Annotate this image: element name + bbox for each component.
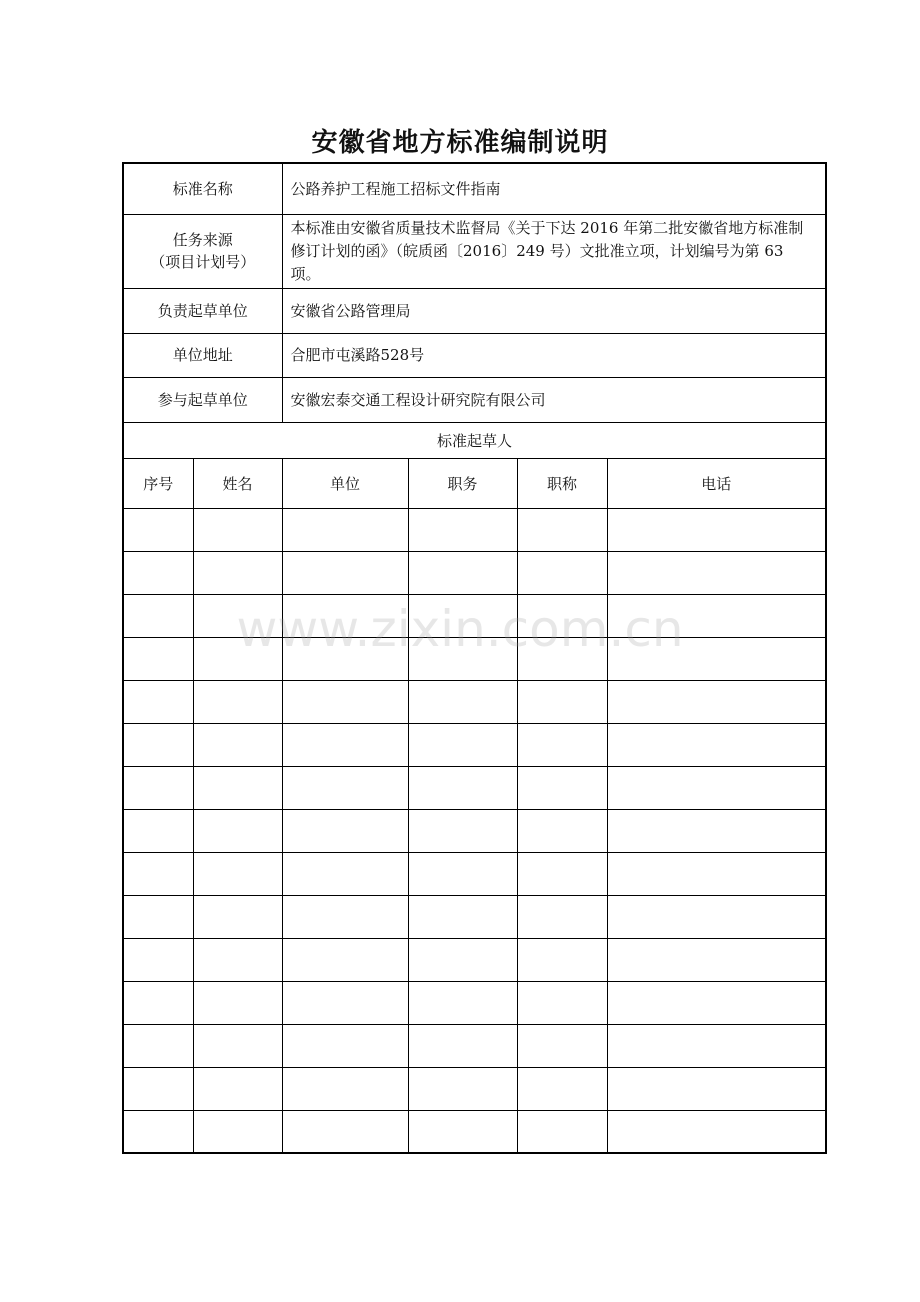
table-cell — [607, 1110, 826, 1153]
unit-address-label: 单位地址 — [123, 333, 282, 377]
table-cell — [607, 809, 826, 852]
table-cell — [282, 680, 408, 723]
table-cell — [408, 1110, 517, 1153]
table-cell — [607, 766, 826, 809]
task-source-label-line2: （项目计划号） — [150, 253, 256, 271]
participating-unit-value: 安徽宏泰交通工程设计研究院有限公司 — [282, 377, 826, 422]
table-cell — [408, 1067, 517, 1110]
table-row — [123, 723, 826, 766]
table-cell — [408, 1024, 517, 1067]
table-row — [123, 1024, 826, 1067]
table-row — [123, 680, 826, 723]
table-cell — [607, 938, 826, 981]
header-unit: 单位 — [282, 458, 408, 508]
table-cell — [282, 981, 408, 1024]
table-cell — [193, 938, 282, 981]
table-cell — [607, 551, 826, 594]
table-cell — [123, 637, 193, 680]
unit-address-value: 合肥市屯溪路528号 — [282, 333, 826, 377]
header-position: 职务 — [408, 458, 517, 508]
drafting-unit-row — [123, 288, 826, 333]
table-row — [123, 852, 826, 895]
table-cell — [408, 766, 517, 809]
table-cell — [408, 637, 517, 680]
table-cell — [408, 895, 517, 938]
table-cell — [282, 508, 408, 551]
table-cell — [408, 680, 517, 723]
table-cell — [193, 1110, 282, 1153]
table-cell — [193, 895, 282, 938]
table-cell — [123, 723, 193, 766]
table-cell — [123, 508, 193, 551]
table-cell — [517, 723, 607, 766]
table-cell — [123, 1067, 193, 1110]
table-row — [123, 981, 826, 1024]
table-cell — [193, 594, 282, 637]
table-cell — [408, 508, 517, 551]
table-cell — [607, 723, 826, 766]
table-row — [123, 637, 826, 680]
table-cell — [517, 594, 607, 637]
table-row — [123, 1110, 826, 1153]
table-cell — [517, 852, 607, 895]
table-cell — [123, 895, 193, 938]
table-cell — [607, 508, 826, 551]
table-cell — [517, 551, 607, 594]
table-cell — [408, 551, 517, 594]
table-cell — [193, 809, 282, 852]
header-serial-number: 序号 — [123, 458, 193, 508]
header-name: 姓名 — [193, 458, 282, 508]
table-cell — [123, 1024, 193, 1067]
table-cell — [408, 723, 517, 766]
table-cell — [408, 938, 517, 981]
table-cell — [193, 981, 282, 1024]
table-cell — [517, 981, 607, 1024]
standard-form-table — [122, 162, 827, 1154]
standard-name-label: 标准名称 — [123, 163, 282, 214]
table-cell — [193, 723, 282, 766]
standard-name-value: 公路养护工程施工招标文件指南 — [282, 163, 826, 214]
table-cell — [123, 938, 193, 981]
table-cell — [193, 637, 282, 680]
drafters-section-row — [123, 422, 826, 458]
table-cell — [123, 981, 193, 1024]
table-cell — [607, 1024, 826, 1067]
table-cell — [282, 895, 408, 938]
table-cell — [282, 852, 408, 895]
table-row — [123, 766, 826, 809]
page-title: 安徽省地方标准编制说明 — [311, 128, 609, 158]
table-row — [123, 938, 826, 981]
unit-address-row — [123, 333, 826, 377]
table-cell — [607, 637, 826, 680]
participating-unit-row — [123, 377, 826, 422]
table-cell — [123, 594, 193, 637]
table-cell — [123, 852, 193, 895]
table-cell — [408, 981, 517, 1024]
table-cell — [123, 551, 193, 594]
drafters-section-title: 标准起草人 — [123, 422, 826, 458]
table-cell — [123, 680, 193, 723]
table-cell — [607, 981, 826, 1024]
table-cell — [408, 852, 517, 895]
table-cell — [607, 895, 826, 938]
table-cell — [282, 1110, 408, 1153]
table-cell — [517, 508, 607, 551]
table-cell — [282, 1067, 408, 1110]
table-cell — [517, 637, 607, 680]
table-row — [123, 551, 826, 594]
table-cell — [193, 508, 282, 551]
table-cell — [517, 1067, 607, 1110]
table-row — [123, 809, 826, 852]
watermark: www.zixin.com.cn — [236, 600, 684, 658]
table-cell — [408, 594, 517, 637]
table-cell — [517, 766, 607, 809]
table-cell — [408, 809, 517, 852]
table-cell — [517, 680, 607, 723]
table-row — [123, 1067, 826, 1110]
table-cell — [193, 551, 282, 594]
table-cell — [282, 594, 408, 637]
header-title: 职称 — [517, 458, 607, 508]
standard-name-row — [123, 163, 826, 214]
header-phone: 电话 — [607, 458, 826, 508]
table-cell — [517, 938, 607, 981]
table-cell — [517, 1110, 607, 1153]
table-cell — [123, 1110, 193, 1153]
task-source-value: 本标准由安徽省质量技术监督局《关于下达 2016 年第二批安徽省地方标准制修订计划的函》（皖质函〔2016〕249 号）文批准立项，计划编号为第 63 项。 — [282, 214, 826, 288]
table-cell — [193, 680, 282, 723]
drafting-unit-label: 负责起草单位 — [123, 288, 282, 333]
drafters-header-row — [123, 458, 826, 508]
table-cell — [517, 809, 607, 852]
table-cell — [607, 680, 826, 723]
table-cell — [607, 852, 826, 895]
table-cell — [607, 1067, 826, 1110]
table-row — [123, 895, 826, 938]
table-cell — [282, 551, 408, 594]
table-cell — [517, 1024, 607, 1067]
table-cell — [517, 895, 607, 938]
table-row — [123, 594, 826, 637]
task-source-row — [123, 214, 826, 288]
participating-unit-label: 参与起草单位 — [123, 377, 282, 422]
table-row — [123, 508, 826, 551]
table-cell — [282, 723, 408, 766]
table-cell — [282, 809, 408, 852]
task-source-label — [123, 214, 282, 288]
table-cell — [193, 852, 282, 895]
table-cell — [193, 1024, 282, 1067]
drafting-unit-value: 安徽省公路管理局 — [282, 288, 826, 333]
task-source-label-line1: 任务来源 — [172, 231, 233, 249]
table-cell — [607, 594, 826, 637]
table-cell — [282, 1024, 408, 1067]
table-cell — [123, 809, 193, 852]
table-cell — [282, 766, 408, 809]
table-cell — [193, 1067, 282, 1110]
table-cell — [193, 766, 282, 809]
table-cell — [123, 766, 193, 809]
table-cell — [282, 938, 408, 981]
table-cell — [282, 637, 408, 680]
